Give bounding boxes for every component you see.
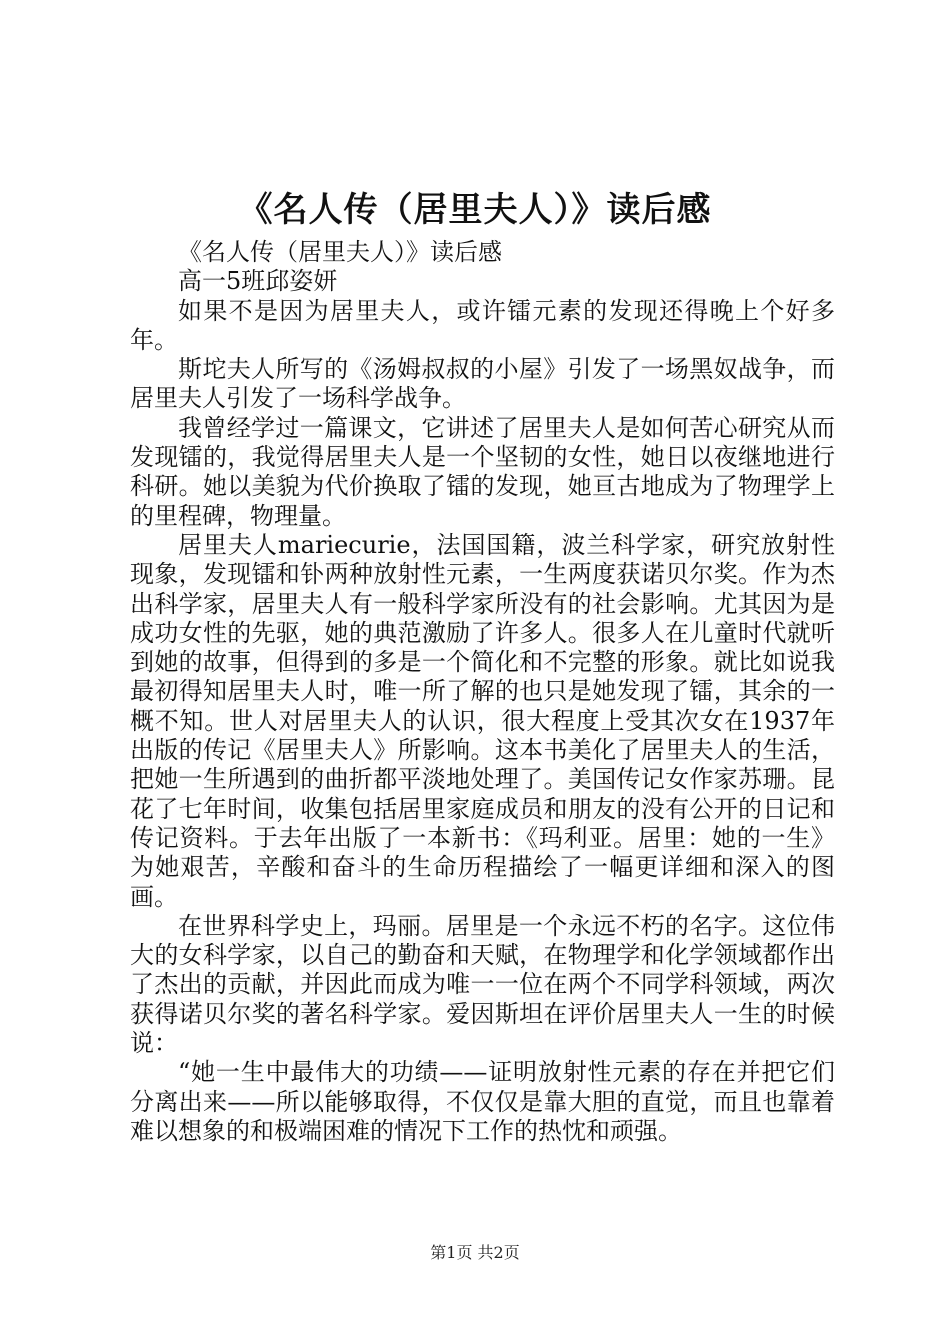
- body-paragraph-author: 高一5班邱姿妍: [178, 267, 338, 296]
- document-body: [130, 238, 835, 1146]
- body-paragraph: 我曾经学过一篇课文，它讲述了居里夫人是如何苦心研究从而发现镭的，我觉得居里夫人是一个坚韧的女性，她日以夜继地进行科研。她以美貌为代价换取了镭的发现，她亘古地成为了物理学上的里程碑，物理量。: [130, 413, 835, 530]
- body-paragraph: 如果不是因为居里夫人，或许镭元素的发现还得晚上个好多年。: [130, 296, 835, 354]
- body-paragraph-quote: “她一生中最伟大的功绩——证明放射性元素的存在并把它们分离出来——所以能够取得，不仅仅是靠大胆的直觉，而且也靠着难以想象的和极端困难的情况下工作的热忱和顽强。: [130, 1058, 835, 1145]
- body-paragraph: 斯坨夫人所写的《汤姆叔叔的小屋》引发了一场黑奴战争，而居里夫人引发了一场科学战争。: [130, 355, 835, 413]
- body-paragraph: 在世界科学史上，玛丽。居里是一个永远不朽的名字。这位伟大的女科学家，以自己的勤奋和天赋，在物理学和化学领域都作出了杰出的贡献，并因此而成为唯一一位在两个不同学科领域，两次获得诺贝尔奖的著名科学家。爱因斯坦在评价居里夫人一生的时候说：: [130, 911, 835, 1058]
- document-title: 《名人传（居里夫人）》读后感: [238, 190, 712, 230]
- body-paragraph: 居里夫人mariecurie，法国国籍，波兰科学家，研究放射性现象，发现镭和钋两种放射性元素，一生两度获诺贝尔奖。作为杰出科学家，居里夫人有一般科学家所没有的社会影响。尤其因为是成功女性的先驱，她的典范激励了许多人。很多人在儿童时代就听到她的故事，但得到的多是一个简化和不完整的形象。就比如说我最初得知居里夫人时，唯一所了解的也只是她发现了镭，其余的一概不知。世人对居里夫人的认识，很大程度上受其次女在1937年出版的传记《居里夫人》所影响。这本书美化了居里夫人的生活，把她一生所遇到的曲折都平淡地处理了。美国传记女作家苏珊。昆花了七年时间，收集包括居里家庭成员和朋友的没有公开的日记和传记资料。于去年出版了一本新书：《玛利亚。居里：她的一生》为她艰苦，辛酸和奋斗的生命历程描绘了一幅更详细和深入的图画。: [130, 530, 835, 911]
- page-number-footer: 第1页 共2页: [430, 1243, 520, 1262]
- body-paragraph-subtitle: 《名人传（居里夫人）》读后感: [178, 238, 502, 266]
